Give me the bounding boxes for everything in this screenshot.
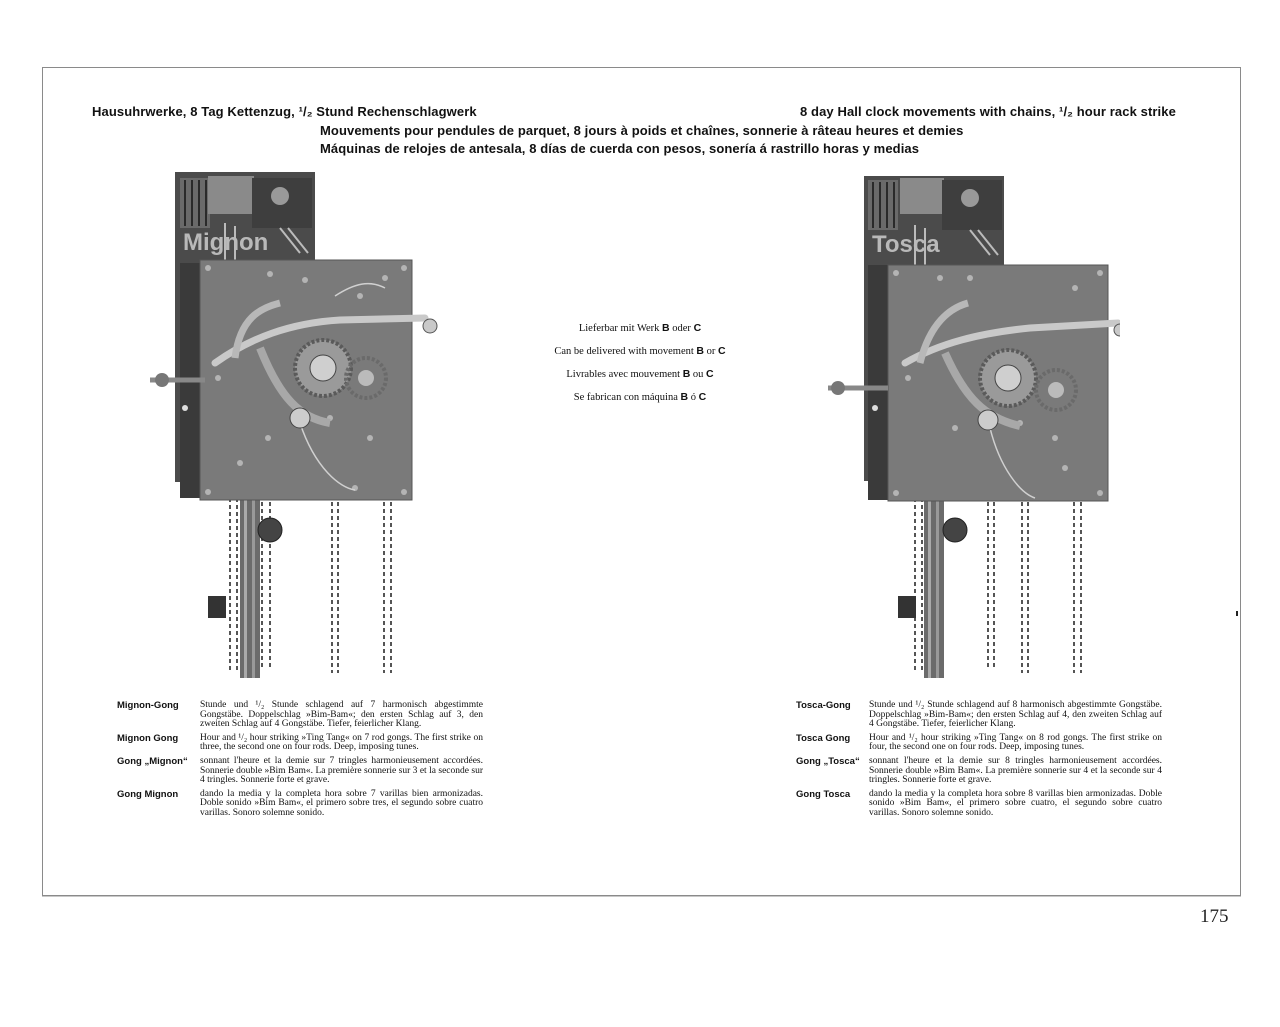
center-note-fr: Livrables avec mouvement B ou C [566,368,714,380]
desc-entry [796,790,1162,819]
desc-entry [796,734,1162,753]
desc-entry [117,701,483,730]
mignon-descriptions [117,701,483,823]
entry-name: Mignon-Gong [117,700,179,711]
entry-text: Stunde und ¹/₂ Stunde schlagend auf 8 harmonisch abgestimmte Gongstäbe. Doppelschlag »Bim-Bam«; den ersten Schlag auf 4, den zweiten Schlag auf 4 Gongstäbe. Tiefer, feierlicher Klang. [869,700,1162,730]
left-plate-text: Mignon [183,229,269,256]
center-note-en: Can be delivered with movement B or C [554,345,726,357]
entry-text: dando la media y la completa hora sobre 7 varillas bien armonizadas. Doble sonido »Bim Bam«, el primero sobre tres, el segundo sobre cuatro varillas. Sonoro solemne sonido. [200,788,483,818]
entry-name: Gong „Mignon“ [117,755,188,767]
print-speck [1236,611,1238,616]
desc-entry [117,790,483,819]
entry-text: sonnant l'heure et la demie sur 7 tringles harmonieusement accordées. Sonnerie double »Bim Bam«. La première sonnerie sur 3 et la seconde sur 4 tringles. Sonnerie forte et grave. [200,755,483,786]
desc-entry [117,757,483,786]
desc-entry [117,734,483,753]
entry-text: Stunde und ¹/₂ Stunde schlagend auf 7 harmonisch abgestimmte Gongstäbe. Doppelschlag »Bim-Bam«; den ersten Schlag auf 3, den zweiten Schlag auf 4 Gongstäbe. Tiefer, feierlicher Klang. [200,700,483,730]
entry-name: Mignon Gong [117,732,179,744]
entry-text: Hour and ¹/₂ hour striking »Ting Tang« on 7 rod gongs. The first strike on three, the second one on four rods. Deep, imposing tunes. [200,732,483,753]
tosca-movement-photo [820,168,1120,678]
entry-name: Gong Tosca [796,788,851,800]
page-number: 175 [1200,906,1229,927]
header-english: 8 day Hall clock movements with chains, ¹/₂ hour rack strike [800,104,1176,119]
right-plate-text: Tosca [872,231,940,258]
entry-text: dando la media y la completa hora sobre 8 varillas bien armonizadas. Doble sonido »Bim Bam«, el primero sobre cuatro, el segundo sobre cuatro varillas. Sonoro solemne sonido. [869,788,1162,818]
entry-name: Tosca-Gong [796,700,851,711]
entry-text: Hour and ¹/₂ hour striking »Ting Tang« on 8 rod gongs. The first strike on four, the second one on four rods. Deep, imposing tunes. [869,732,1162,753]
header-german: Hausuhrwerke, 8 Tag Kettenzug, ¹/₂ Stund Rechenschlagwerk [92,104,477,119]
entry-text: sonnant l'heure et la demie sur 8 tringles harmonieusement accordées. Sonnerie double »Bim Bam«. La première sonnerie sur 4 et la seconde sur 4 tringles. Sonnerie forte et grave. [869,755,1162,786]
mignon-movement-photo [140,168,440,678]
header-french: Mouvements pour pendules de parquet, 8 jours à poids et chaînes, sonnerie à râteau heures et demies [320,123,964,138]
tosca-descriptions [796,701,1162,823]
desc-entry [796,757,1162,786]
center-note-de: Lieferbar mit Werk B oder C [578,322,702,334]
center-note-es: Se fabrican con máquina B ó C [573,391,707,403]
entry-name: Gong „Tosca“ [796,755,860,767]
desc-entry [796,701,1162,730]
entry-name: Tosca Gong [796,732,851,744]
entry-name: Gong Mignon [117,788,179,800]
header-spanish: Máquinas de relojes de antesala, 8 días de cuerda con pesos, sonería á rastrillo horas y medias [320,141,920,156]
